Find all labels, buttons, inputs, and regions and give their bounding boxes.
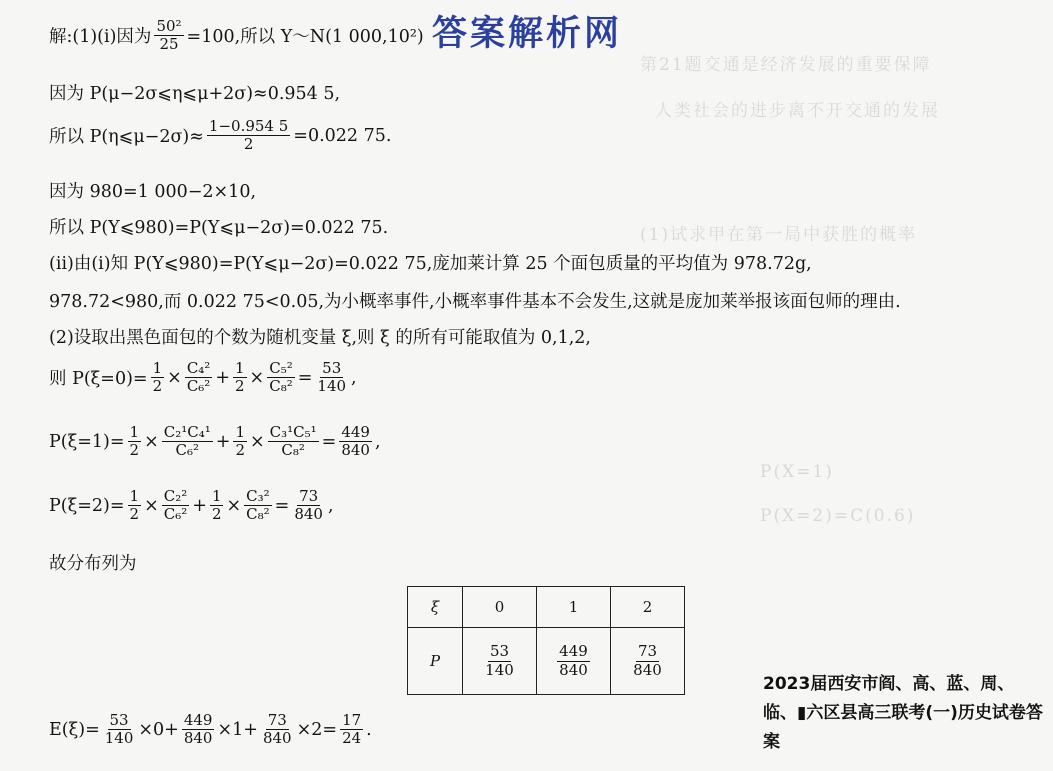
table-cell: 0 xyxy=(463,587,537,628)
text: 则 P(ξ=0)= xyxy=(49,369,148,390)
plus-sign: + xyxy=(215,367,230,388)
fraction xyxy=(207,118,290,154)
plus-sign: + xyxy=(215,431,231,452)
text: P(ξ=1)= xyxy=(49,431,125,452)
solution-line-7: 978.72<980,而 0.022 75<0.05,为小概率事件,小概率事件基本不会发生,这就是庞加莱举报该面包师的理由. xyxy=(49,292,901,312)
table-cell: 1 xyxy=(537,587,611,628)
text: ×0+ xyxy=(138,719,179,740)
comma: , xyxy=(327,495,334,516)
bleed-through-text: (1)试求甲在第一局中获胜的概率 xyxy=(640,225,918,245)
distribution-table xyxy=(407,586,685,695)
equals-sign: = xyxy=(321,431,337,452)
text: P(ξ=2)= xyxy=(49,495,125,516)
fraction xyxy=(339,424,372,460)
fraction xyxy=(162,424,213,460)
denominator: 2 xyxy=(211,505,222,524)
denominator: C₆² xyxy=(175,441,200,460)
equals-sign: = xyxy=(274,495,290,516)
fraction xyxy=(631,643,664,679)
text: ×2= xyxy=(296,719,338,740)
numerator: 449 xyxy=(559,642,588,661)
bleed-through-text: 人类社会的进步离不开交通的发展 xyxy=(655,101,940,121)
numerator: 17 xyxy=(342,711,362,729)
plus-sign: + xyxy=(192,495,207,516)
solution-line-3 xyxy=(49,118,391,154)
fraction xyxy=(261,712,294,748)
fraction xyxy=(128,424,142,460)
numerator: C₂¹C₄¹ xyxy=(163,423,211,441)
numerator: 1 xyxy=(129,487,140,505)
fraction xyxy=(128,488,142,524)
comma: , xyxy=(351,367,357,388)
denominator: 2 xyxy=(243,135,254,154)
denominator: 140 xyxy=(317,377,347,396)
solution-line-2: 因为 P(μ−2σ⩽η⩽μ+2σ)≈0.954 5, xyxy=(49,84,341,104)
expectation-line xyxy=(49,712,372,748)
fraction xyxy=(340,712,363,748)
text: =0.022 75. xyxy=(293,125,392,146)
denominator: 2 xyxy=(235,441,245,460)
probability-line-0 xyxy=(49,360,357,396)
times-sign: × xyxy=(249,367,265,388)
numerator: 53 xyxy=(489,642,510,661)
numerator: 73 xyxy=(299,487,319,505)
bleed-through-text: 第21题交通是经济发展的重要保障 xyxy=(640,55,932,75)
text: 所以 P(η⩽μ−2σ)≈ xyxy=(49,127,204,148)
fraction xyxy=(151,360,165,396)
text: . xyxy=(366,719,372,740)
table-cell xyxy=(537,628,611,695)
denominator: C₈² xyxy=(269,377,293,396)
denominator: 840 xyxy=(294,505,323,524)
numerator: C₅² xyxy=(269,359,293,377)
times-sign: × xyxy=(144,495,159,516)
solution-line-8: (2)设取出黑色面包的个数为随机变量 ξ,则 ξ 的所有可能取值为 0,1,2, xyxy=(49,328,591,348)
denominator: 24 xyxy=(342,729,362,748)
denominator: 840 xyxy=(633,660,662,679)
denominator: 140 xyxy=(485,660,514,679)
fraction xyxy=(185,360,213,396)
fraction xyxy=(483,643,516,679)
denominator: C₆² xyxy=(163,505,188,524)
probability-line-2 xyxy=(49,488,334,524)
numerator: 449 xyxy=(341,423,370,441)
solution-line-4: 因为 980=1 000−2×10, xyxy=(49,182,257,202)
denominator: 25 xyxy=(159,35,179,54)
bleed-through-text: P(X=1) xyxy=(760,462,834,482)
numerator: 1 xyxy=(129,423,140,441)
denominator: C₈² xyxy=(281,441,305,460)
caption-overlay: 2023届西安市阎、高、蓝、周、临、▮六区县高三联考(一)历史试卷答案 xyxy=(763,670,1048,757)
numerator: 73 xyxy=(637,642,658,661)
solution-line-6: (ⅱ)由(ⅰ)知 P(Y⩽980)=P(Y⩽μ−2σ)=0.022 75,庞加莱计算 25 个面包质量的平均值为 978.72g, xyxy=(49,254,812,274)
equals-sign: = xyxy=(297,367,313,388)
fraction xyxy=(182,712,215,748)
numerator: 1 xyxy=(152,359,163,377)
denominator: 2 xyxy=(235,377,245,396)
denominator: 840 xyxy=(341,441,370,460)
table-cell: P xyxy=(408,628,463,695)
table-cell xyxy=(611,628,685,695)
fraction xyxy=(233,360,247,396)
denominator: C₈² xyxy=(246,505,270,524)
distribution-heading: 故分布列为 xyxy=(49,554,137,574)
numerator: 73 xyxy=(267,711,287,729)
table-row xyxy=(408,628,685,695)
numerator: 53 xyxy=(109,711,129,729)
denominator: 140 xyxy=(104,729,134,748)
fraction xyxy=(315,360,348,396)
fraction xyxy=(267,360,295,396)
watermark-logo: 答案解析网 xyxy=(432,14,623,54)
numerator: 53 xyxy=(322,359,342,377)
times-sign: × xyxy=(167,367,182,388)
solution-line-5: 所以 P(Y⩽980)=P(Y⩽μ−2σ)=0.022 75. xyxy=(49,218,389,238)
fraction xyxy=(154,18,183,54)
fraction xyxy=(292,488,325,524)
numerator: 1 xyxy=(235,423,245,441)
table-cell: ξ xyxy=(408,587,463,628)
table-row xyxy=(408,587,685,628)
numerator: C₄² xyxy=(186,359,211,377)
fraction xyxy=(162,488,190,524)
times-sign: × xyxy=(144,431,159,452)
table-cell xyxy=(463,628,537,695)
fraction xyxy=(557,643,590,679)
numerator: 1 xyxy=(211,487,222,505)
times-sign: × xyxy=(226,495,242,516)
numerator: 50² xyxy=(156,17,182,35)
numerator: 449 xyxy=(183,711,213,729)
numerator: C₃¹C₅¹ xyxy=(269,423,317,441)
denominator: C₆² xyxy=(186,377,211,396)
denominator: 840 xyxy=(559,660,588,679)
text: =100,所以 Y～N(1 000,10²) xyxy=(186,27,424,48)
denominator: 2 xyxy=(129,505,140,524)
text: 解:(1)(ⅰ)因为 xyxy=(49,27,152,48)
denominator: 2 xyxy=(129,441,140,460)
denominator: 2 xyxy=(152,377,163,396)
text: E(ξ)= xyxy=(49,719,100,740)
probability-line-1 xyxy=(49,424,381,460)
fraction xyxy=(210,488,224,524)
fraction xyxy=(233,424,247,460)
numerator: 1 xyxy=(235,359,245,377)
numerator: C₃² xyxy=(246,487,270,505)
comma: , xyxy=(374,431,381,452)
text: ×1+ xyxy=(217,719,258,740)
numerator: 1−0.954 5 xyxy=(208,117,289,135)
fraction xyxy=(244,488,272,524)
numerator: C₂² xyxy=(163,487,188,505)
denominator: 840 xyxy=(262,729,292,748)
solution-line-1 xyxy=(49,18,424,54)
table-cell: 2 xyxy=(611,587,685,628)
times-sign: × xyxy=(249,431,265,452)
fraction xyxy=(103,712,136,748)
fraction xyxy=(268,424,319,460)
bleed-through-text: P(X=2)=C(0.6) xyxy=(760,506,916,526)
denominator: 840 xyxy=(183,729,213,748)
